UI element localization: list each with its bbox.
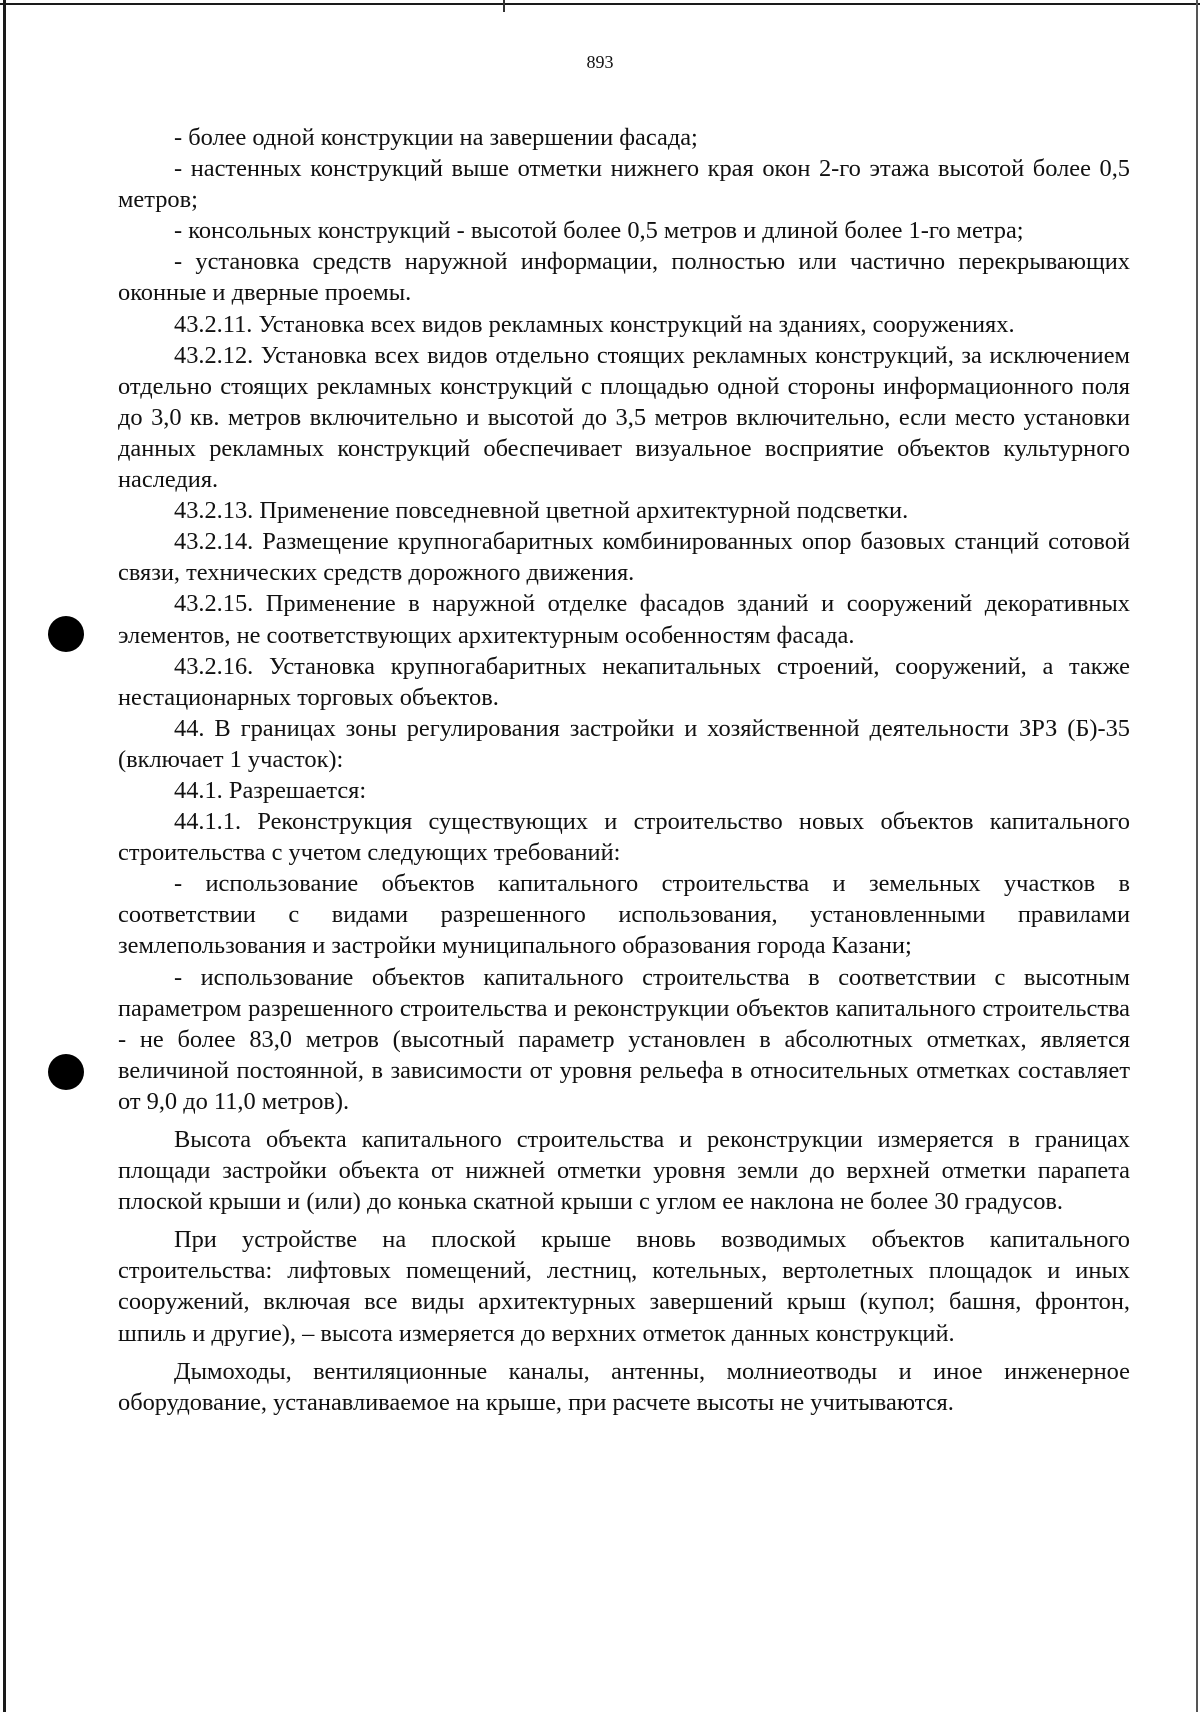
paragraph: Дымоходы, вентиляционные каналы, антенны, молниеотводы и иное инженерное оборудование, устанавливаемое на крыше, при расчете высоты не учитываются. bbox=[118, 1357, 1130, 1416]
paragraph: 44.1. Разрешается: bbox=[174, 776, 367, 804]
paragraph: 43.2.11. Установка всех видов рекламных конструкций на зданиях, сооружениях. bbox=[174, 310, 1015, 338]
paragraph: - использование объектов капитального строительства и земельных участков в соответствии с видами разрешенного использования, установленными правилами землепользования и застройки муниципального образования города Казани; bbox=[118, 870, 1130, 960]
paragraph: Высота объекта капитального строительства и реконструкции измеряется в границах площади застройки объекта от нижней отметки уровня земли до верхней отметки парапета плоской крыши и (или) до конька скатной крыши с углом ее наклона не более 30 градусов. bbox=[118, 1126, 1130, 1216]
document-body bbox=[118, 122, 1130, 1418]
paragraph: 43.2.14. Размещение крупногабаритных комбинированных опор базовых станций сотовой связи, технических средств дорожного движения. bbox=[118, 528, 1130, 587]
paragraph: 43.2.13. Применение повседневной цветной архитектурной подсветки. bbox=[174, 497, 909, 525]
paragraph: 44. В границах зоны регулирования застройки и хозяйственной деятельности ЗРЗ (Б)-35 (включает 1 участок): bbox=[118, 714, 1130, 773]
scan-border-right bbox=[1196, 0, 1198, 1712]
paragraph: 43.2.15. Применение в наружной отделке фасадов зданий и сооружений декоративных элементов, не соответствующих архитектурным особенностям фасада. bbox=[118, 590, 1130, 649]
paragraph: - установка средств наружной информации, полностью или частично перекрывающих оконные и дверные проемы. bbox=[118, 248, 1130, 307]
punch-hole-lower bbox=[48, 1054, 84, 1090]
paragraph: - консольных конструкций - высотой более 0,5 метров и длиной более 1-го метра; bbox=[174, 217, 1024, 245]
paragraph: 43.2.12. Установка всех видов отдельно стоящих рекламных конструкций, за исключением отдельно стоящих рекламных конструкций с площадью одной стороны информационного поля до 3,0 кв. метров включительно и высотой до 3,5 метров включительно, если место установки данных рекламных конструкций обеспечивает визуальное восприятие объектов культурного наследия. bbox=[118, 341, 1130, 494]
paragraph: 43.2.16. Установка крупногабаритных некапитальных строений, сооружений, а также нестационарных торговых объектов. bbox=[118, 652, 1130, 711]
paragraph: - настенных конструкций выше отметки нижнего края окон 2-го этажа высотой более 0,5 метров; bbox=[118, 155, 1130, 214]
paragraph: - использование объектов капитального строительства в соответствии с высотным параметром разрешенного строительства и реконструкции объектов капитального строительства - не более 83,0 метров (высотный параметр установлен в абсолютных отметках, является величиной постоянной, в зависимости от уровня рельефа в относительных отметках составляет от 9,0 до 11,0 метров). bbox=[118, 963, 1130, 1115]
punch-hole-upper bbox=[48, 616, 84, 652]
paragraph: При устройстве на плоской крыше вновь возводимых объектов капитального строительства: лифтовых помещений, лестниц, котельных, вертолетных площадок и иных сооружений, включая все виды архитектурных завершений крыш (купол; башня, фронтон, шпиль и другие), – высота измеряется до верхних отметок данных конструкций. bbox=[118, 1226, 1130, 1347]
paragraph: - более одной конструкции на завершении фасада; bbox=[174, 124, 698, 151]
scan-border-top bbox=[0, 3, 1200, 5]
page-number: 893 bbox=[586, 52, 614, 72]
scan-border-left bbox=[3, 0, 6, 1712]
scan-tick-mark bbox=[503, 0, 505, 12]
paragraph: 44.1.1. Реконструкция существующих и строительство новых объектов капитального строительства с учетом следующих требований: bbox=[118, 808, 1130, 867]
